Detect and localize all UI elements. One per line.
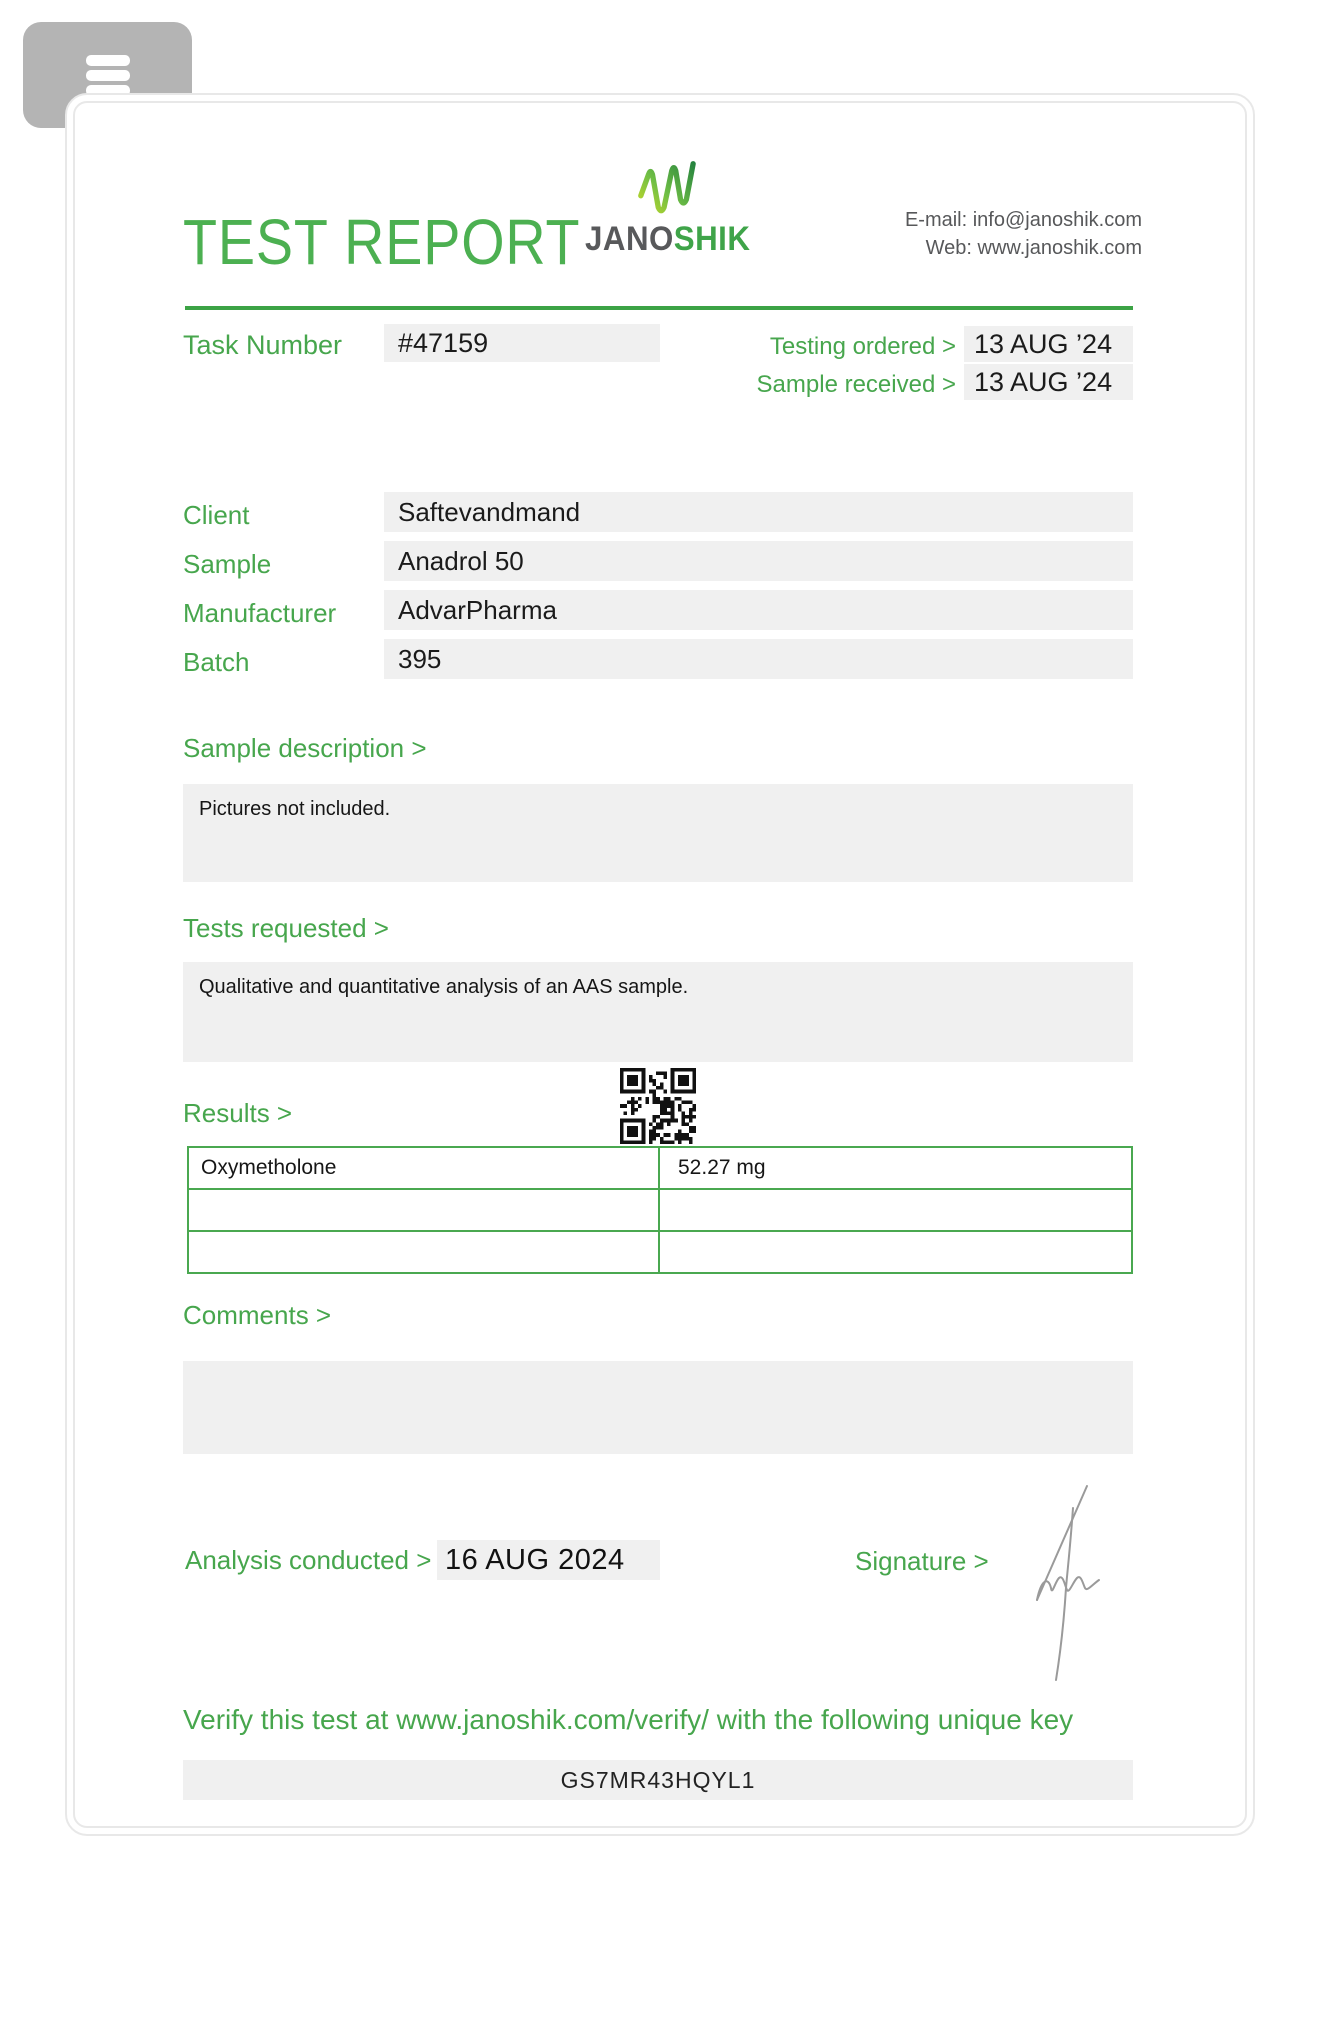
contact-email: E-mail: info@janoshik.com: [904, 209, 1142, 231]
qr-code: [620, 1068, 696, 1144]
batch-label: Batch: [183, 647, 250, 677]
signature-scribble: [1015, 1480, 1110, 1685]
client-value: Saftevandmand: [384, 492, 1133, 532]
result-substance: [189, 1232, 660, 1272]
table-row: [189, 1148, 1131, 1190]
result-amount: [660, 1232, 1131, 1272]
tests-requested-heading: Tests requested >: [183, 913, 389, 943]
batch-value: 395: [384, 639, 1133, 679]
manufacturer-value: AdvarPharma: [384, 590, 1133, 630]
client-label: Client: [183, 500, 250, 530]
sample-received-label: Sample received >: [756, 371, 956, 398]
sample-description-box: Pictures not included.: [183, 784, 1133, 882]
result-amount: 52.27 mg: [678, 1156, 766, 1179]
table-row: [189, 1190, 1131, 1232]
verify-heading: Verify this test at www.janoshik.com/verify/ with the following unique key: [183, 1704, 1074, 1735]
result-amount: [660, 1190, 1131, 1230]
task-number-label: Task Number: [183, 330, 343, 360]
signature-label: Signature >: [855, 1546, 989, 1576]
analysis-conducted-date: 16 AUG 2024: [437, 1540, 660, 1580]
task-number-value: #47159: [384, 324, 660, 362]
logo-wordmark: JANOSHIK: [585, 220, 751, 258]
tests-requested-box: Qualitative and quantitative analysis of an AAS sample.: [183, 962, 1133, 1062]
comments-box: [183, 1361, 1133, 1454]
sample-description-heading: Sample description >: [183, 733, 427, 763]
contact-web: Web: www.janoshik.com: [925, 237, 1142, 259]
comments-heading: Comments >: [183, 1300, 332, 1330]
testing-ordered-label: Testing ordered >: [769, 333, 956, 360]
results-heading: Results >: [183, 1098, 293, 1128]
manufacturer-label: Manufacturer: [183, 598, 337, 628]
unique-key-value: GS7MR43HQYL1: [183, 1760, 1133, 1800]
sample-value: Anadrol 50: [384, 541, 1133, 581]
sample-label: Sample: [183, 549, 272, 579]
result-substance: [189, 1190, 660, 1230]
page-title: TEST REPORT: [183, 206, 581, 278]
logo-chart-icon: [635, 156, 697, 218]
results-table: [187, 1146, 1133, 1274]
sample-received-value: 13 AUG ’24: [964, 364, 1133, 400]
hamburger-menu-icon: [86, 55, 130, 96]
contact-info: [905, 206, 1142, 262]
janoshik-logo: [578, 156, 754, 259]
header-separator: [185, 306, 1133, 310]
analysis-conducted-label: Analysis conducted >: [185, 1545, 432, 1575]
testing-ordered-value: 13 AUG ’24: [964, 326, 1133, 362]
result-substance: Oxymetholone: [189, 1148, 660, 1188]
table-row: [189, 1232, 1131, 1272]
